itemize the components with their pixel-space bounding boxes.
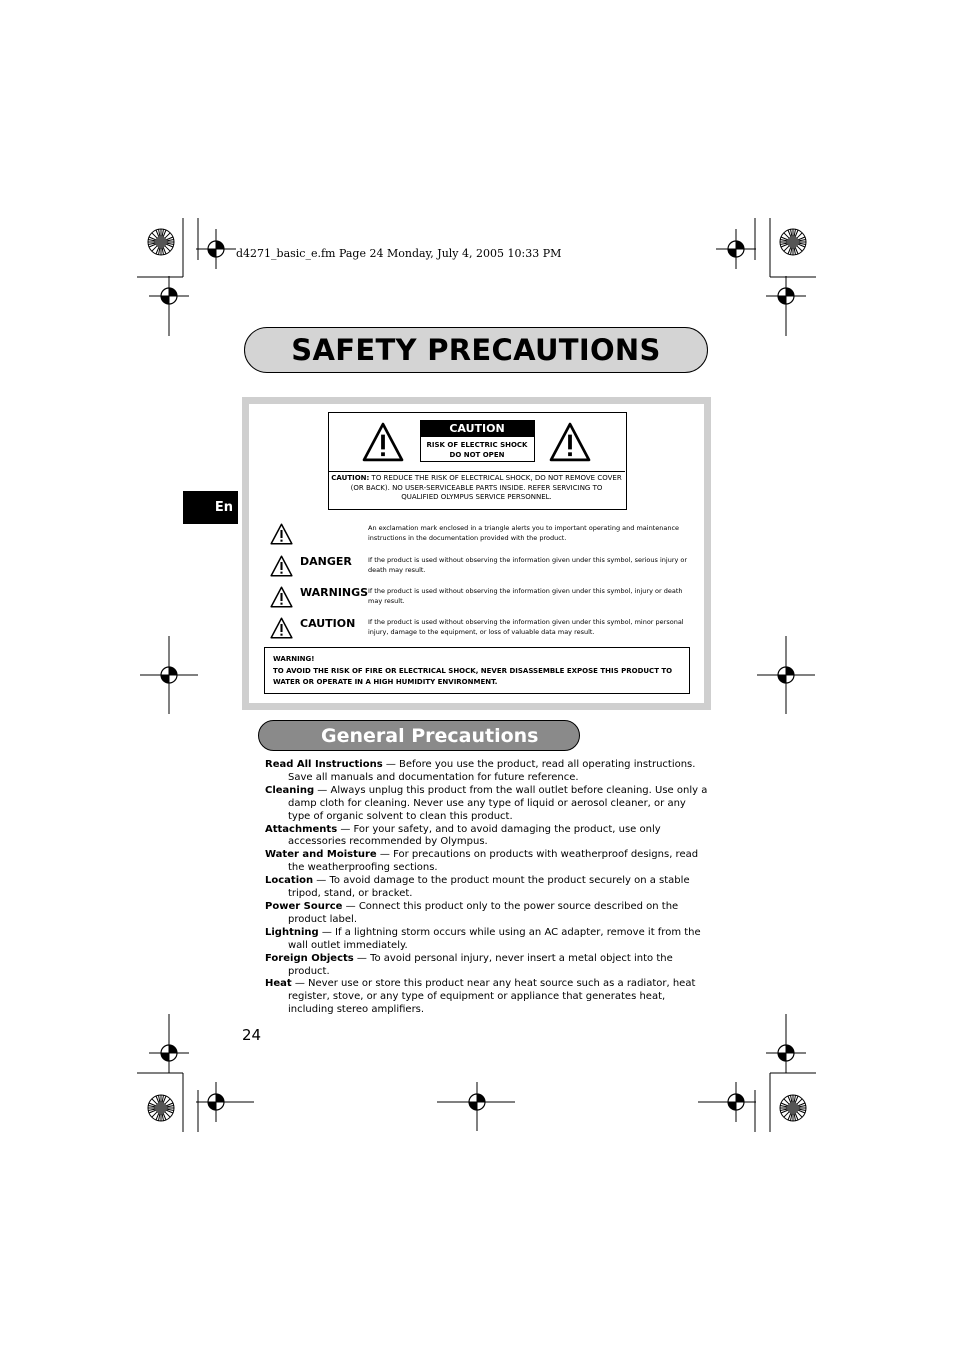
precaution-text: — To avoid personal injury, never insert a metal object into the product. — [288, 952, 673, 977]
warning-triangle-icon — [548, 422, 592, 462]
caution-heading: CAUTION — [420, 420, 534, 437]
risk-text — [420, 440, 534, 460]
warning-text: TO AVOID THE RISK OF FIRE OR ELECTRICAL SHOCK, NEVER DISASSEMBLE EXPOSE THIS PRODUCT TO WATER OR OPERATE IN A HIGH HUMIDITY ENVIRONMENT. — [273, 666, 673, 686]
precaution-term: Read All Instructions — [265, 759, 383, 770]
warnings-description: If the product is used without observing the information given under this symbol, injury or death may result. — [368, 587, 683, 605]
section-heading-banner — [258, 720, 580, 751]
page-number: 24 — [242, 1026, 262, 1044]
caution-description: If the product is used without observing the information given under this symbol, minor personal injury, damage to the equipment, or loss of valuable data may result. — [368, 618, 684, 636]
exclamation-triangle-icon — [270, 523, 293, 545]
color-target-icon — [147, 1094, 175, 1122]
precaution-term: Attachments — [265, 823, 338, 835]
danger-description: If the product is used without observing the information given under this symbol, serious injury or death may result. — [368, 556, 688, 574]
list-item — [265, 759, 711, 785]
warning-label: WARNING! — [273, 655, 315, 663]
list-item — [265, 953, 711, 979]
danger-triangle-icon — [270, 555, 293, 577]
precaution-text: — For precautions on products with weatherproof designs, read the weatherproofing sections. — [288, 849, 699, 874]
caution-triangle-icon — [270, 617, 293, 639]
symbol-description: An exclamation mark enclosed in a triangle alerts you to important operating and maintenance instructions in the documentation provided with the product. — [368, 524, 680, 542]
warning-triangle-icon — [361, 422, 405, 462]
precaution-term: Foreign Objects — [265, 952, 354, 964]
precaution-text: — Before you use the product, read all operating instructions. Save all manuals and documentation for future reference. — [288, 759, 696, 783]
caution-note-text: TO REDUCE THE RISK OF ELECTRICAL SHOCK, DO NOT REMOVE COVER (OR BACK). NO USER-SERVICEABLE PARTS INSIDE. REFER SERVICING TO QUALIFIED OLYMPUS SERVICE PERSONNEL. — [350, 474, 622, 501]
precaution-text: — For your safety, and to avoid damaging the product, use only accessories recommended by Olympus. — [288, 823, 661, 848]
precaution-term: Water and Moisture — [265, 849, 377, 861]
language-tab-label: En — [214, 500, 233, 515]
list-item — [265, 927, 711, 953]
risk-line-2: DO NOT OPEN — [449, 451, 505, 459]
precautions-list — [265, 759, 711, 1017]
precaution-text: — To avoid damage to the product mount the product securely on a stable tripod, stand, or bracket. — [288, 875, 690, 900]
color-target-icon — [779, 228, 807, 256]
page-title: SAFETY PRECAUTIONS — [291, 333, 661, 367]
danger-label: DANGER — [300, 555, 352, 568]
color-target-icon — [779, 1094, 807, 1122]
precaution-term: Power Source — [265, 900, 343, 912]
precaution-text: — Never use or store this product near any heat source such as a radiator, heat register, stove, or any type of equipment or appliance that generates heat, including stereo amplifiers. — [288, 978, 696, 1016]
list-item — [265, 849, 711, 875]
precaution-text: — Always unplug this product from the wall outlet before cleaning. Use only a damp cloth for cleaning. Never use any type of liquid or aerosol cleaner, or any type of organic solvent to clean this product. — [288, 784, 708, 822]
precaution-term: Cleaning — [265, 784, 315, 796]
warning-text-block — [273, 654, 683, 689]
caution-divider — [328, 471, 625, 472]
list-item — [265, 824, 711, 850]
list-item — [265, 875, 711, 901]
warnings-label: WARNINGS — [300, 586, 369, 599]
section-heading: General Precautions — [321, 724, 539, 747]
list-item — [265, 978, 711, 1017]
precaution-text: — If a lightning storm occurs while using an AC adapter, remove it from the wall outlet immediately. — [288, 926, 701, 951]
warnings-triangle-icon — [270, 586, 293, 608]
caution-note-label: CAUTION: — [331, 474, 370, 482]
list-item — [265, 901, 711, 927]
color-target-icon — [147, 228, 175, 256]
file-header-info: d4271_basic_e.fm Page 24 Monday, July 4, 2005 10:33 PM — [236, 247, 562, 260]
precaution-term: Location — [265, 875, 314, 887]
risk-line-1: RISK OF ELECTRIC SHOCK — [426, 441, 528, 449]
caution-note — [331, 474, 622, 503]
page-title-banner — [244, 327, 708, 373]
precaution-text: — Connect this product only to the power source described on the product label. — [288, 900, 679, 925]
precaution-term: Lightning — [265, 926, 319, 938]
caution-label: CAUTION — [300, 617, 356, 630]
list-item — [265, 785, 711, 824]
language-tab — [183, 491, 238, 524]
precaution-term: Heat — [265, 978, 292, 990]
